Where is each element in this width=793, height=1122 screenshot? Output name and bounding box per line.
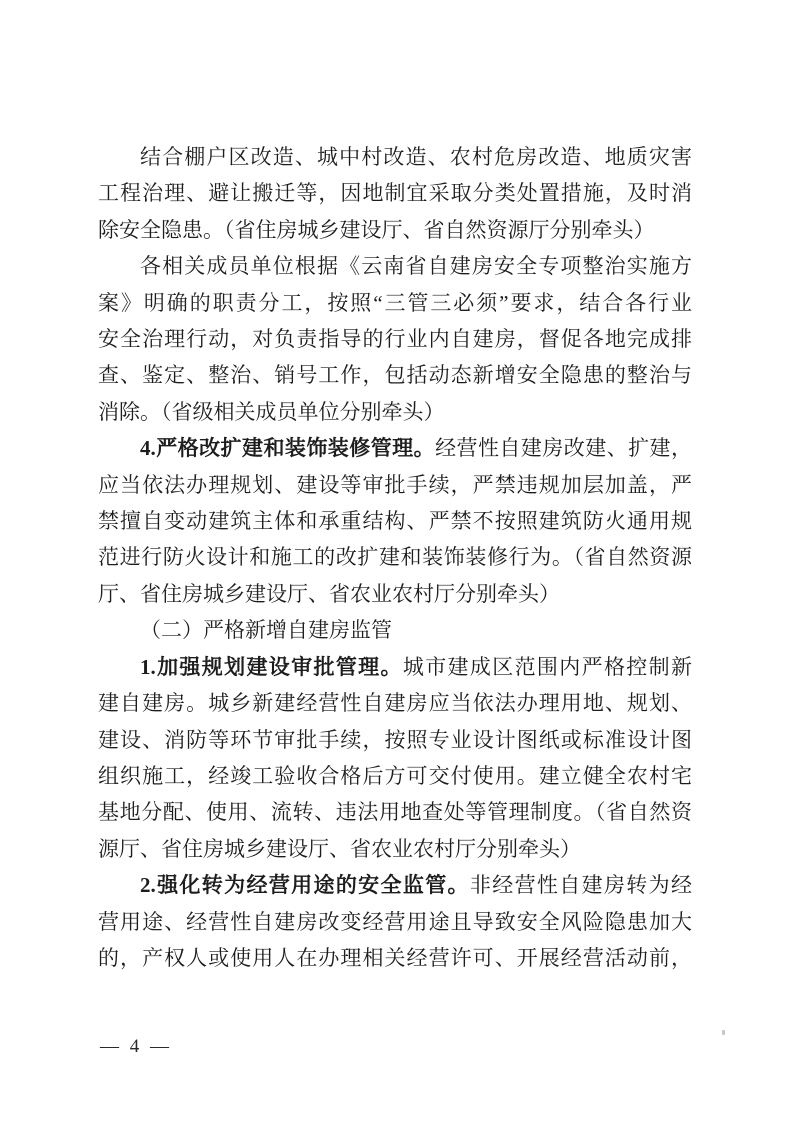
text-line — [98, 758, 692, 794]
text-segment: 结合棚户区改造、城中村改造、农村危房改造、地质灾害 — [140, 145, 692, 169]
bold-lead-segment: 2.强化转为经营用途的安全监管。 — [140, 873, 470, 898]
text-line — [98, 904, 692, 940]
text-segment: 的，产权人或使用人在办理相关经营许可、开展经营活动前， — [98, 945, 692, 970]
text-line — [98, 175, 692, 211]
text-line — [98, 722, 692, 758]
text-segment: 营用途、经营性自建房改变经营用途且导致安全风险隐患加大 — [98, 909, 692, 934]
text-segment: 建设、消防等环节审批手续，按照专业设计图纸或标准设计图 — [98, 727, 692, 752]
text-segment: 应当依法办理规划、建设等审批手续，严禁违规加层加盖，严 — [98, 472, 692, 497]
text-line — [98, 430, 692, 466]
document-body — [98, 139, 692, 976]
text-segment: 城市建成区范围内严格控制新 — [402, 654, 692, 679]
text-segment: 案》明确的职责分工，按照“三管三必须”要求，结合各行业 — [98, 290, 692, 315]
text-segment: 查、鉴定、整治、销号工作，包括动态新增安全隐患的整治与 — [98, 363, 692, 388]
text-line — [98, 649, 692, 685]
text-segment: 工程治理、避让搬迁等，因地制宜采取分类处置措施，及时消 — [98, 181, 692, 206]
text-segment: 安全治理行动，对负责指导的行业内自建房，督促各地完成排 — [98, 327, 692, 352]
bold-lead-segment: 4.严格改扩建和装饰装修管理。 — [140, 436, 436, 461]
text-line — [98, 794, 692, 830]
page-number: — 4 — — [100, 1036, 172, 1057]
text-segment: 经营性自建房改建、扩建， — [435, 436, 693, 461]
text-line — [98, 357, 692, 393]
text-segment: 范进行防火设计和施工的改扩建和装饰装修行为。（省自然资源 — [98, 545, 692, 570]
text-line — [98, 831, 692, 867]
text-line — [98, 867, 692, 903]
text-segment: 消除。（省级相关成员单位分别牵头） — [98, 399, 445, 424]
text-line — [98, 576, 692, 612]
text-line — [98, 139, 692, 175]
text-segment: 源厅、省住房城乡建设厅、省农业农村厅分别牵头） — [98, 836, 581, 861]
text-segment: 各相关成员单位根据《云南省自建房安全专项整治实施方 — [140, 254, 692, 279]
text-line — [98, 539, 692, 575]
text-line — [98, 467, 692, 503]
text-line — [98, 685, 692, 721]
scan-artifact-speck — [722, 1030, 725, 1035]
text-segment: 组织施工，经竣工验收合格后方可交付使用。建立健全农村宅 — [98, 763, 692, 788]
text-segment: 禁擅自变动建筑主体和承重结构、严禁不按照建筑防火通用规 — [98, 509, 692, 534]
section-heading-line — [98, 612, 692, 648]
text-line — [98, 394, 692, 430]
text-line — [98, 285, 692, 321]
text-segment: 非经营性自建房转为经 — [469, 873, 692, 898]
text-line — [98, 212, 692, 248]
text-line — [98, 503, 692, 539]
text-line — [98, 940, 692, 976]
text-line — [98, 321, 692, 357]
bold-lead-segment: 1.加强规划建设审批管理。 — [140, 654, 403, 679]
text-segment: 建自建房。城乡新建经营性自建房应当依法办理用地、规划、 — [98, 691, 692, 716]
text-line — [98, 248, 692, 284]
text-segment: 除安全隐患。（省住房城乡建设厅、省自然资源厅分别牵头） — [98, 217, 655, 242]
text-segment: 厅、省住房城乡建设厅、省农业农村厅分别牵头） — [98, 581, 560, 606]
text-segment: （二）严格新增自建房监管 — [140, 618, 392, 643]
text-segment: 基地分配、使用、流转、违法用地查处等管理制度。（省自然资 — [98, 800, 692, 825]
